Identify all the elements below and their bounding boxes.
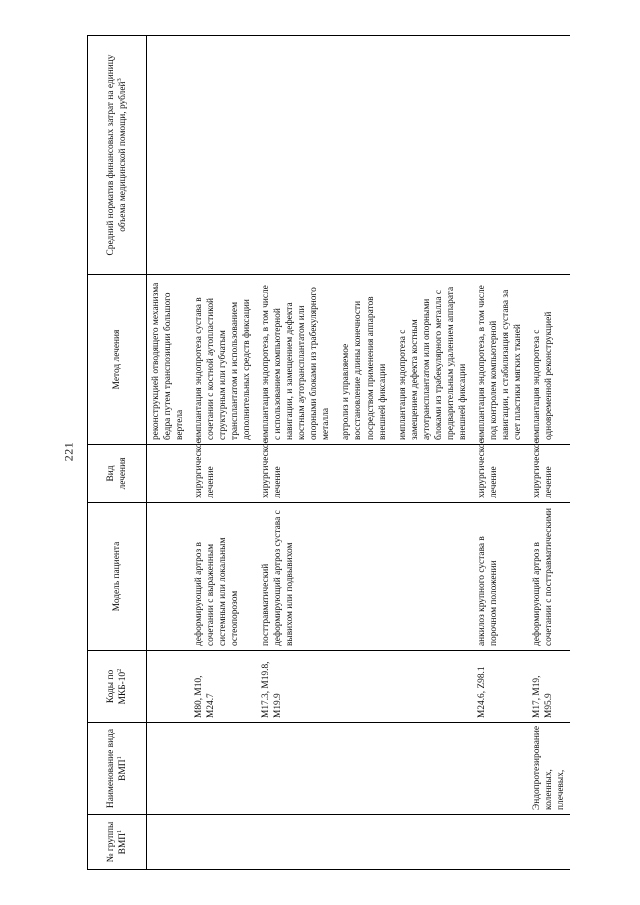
cell-patient-model: посттравматический деформирующий артроз сустава с вывихом или подвывихом: [256, 503, 472, 651]
method-item: имплантация эндопротеза сустава в сочетании с костной аутопластикой структурным или губчатым трансплантатом и использованием дополнительных средств фиксации: [194, 297, 253, 440]
cell-vmp-name: [256, 723, 472, 815]
cell-cost: [147, 36, 190, 275]
header-mkb-codes: Коды по МКБ-$10^2$: [88, 651, 147, 723]
cell-mkb-codes: M17.3, M19.8, M19.9: [256, 651, 472, 723]
table-row: [472, 36, 527, 870]
cell-vmp-name: Эндопротезирование коленных, плечевых,: [527, 723, 570, 815]
cell-cost: [527, 36, 570, 275]
cell-patient-model: анкилоз крупного сустава в порочном положении: [472, 503, 527, 651]
cell-treatment-method: [147, 275, 190, 445]
method-item: имплантация эндопротеза, в том числе с использованием компьютерной навигации, и замещением дефекта костным аутотрансплантатом или опорными блоками из трабекулярного металла: [261, 285, 332, 440]
cell-group: [147, 815, 190, 870]
cell-mkb-codes: M17, M19, M95.9: [527, 651, 570, 723]
method-item: имплантация эндопротеза с одновременной реконструкцией: [531, 311, 554, 440]
cell-treatment-type: хирургическое лечение: [256, 445, 472, 503]
cell-vmp-name: [147, 723, 190, 815]
cell-treatment-type: хирургическое лечение: [189, 445, 256, 503]
table-header-row: [88, 36, 147, 870]
method-item: имплантация эндопротеза с замещением дефекта костным аутотрансплантатом или опорными блоками из трабекулярного металла с предварительным удалением аппарата внешней фиксации: [397, 286, 468, 440]
cell-patient-model: деформирующий артроз в сочетании с выраженным системным или локальным остеопорозом: [189, 503, 256, 651]
cell-treatment-method: [256, 275, 472, 445]
table-row: [147, 36, 190, 870]
header-treatment-method: Метод лечения: [88, 275, 147, 445]
cell-mkb-codes: M80, M10, M24.7: [189, 651, 256, 723]
header-patient-model: Модель пациента: [88, 503, 147, 651]
rotated-table-sheet: [87, 0, 600, 870]
header-vmp-name: Наименование вида ВМП$^1$: [88, 723, 147, 815]
cell-group: [256, 815, 472, 870]
page-number: 221: [61, 441, 76, 462]
cell-mkb-codes: M24.6, Z98.1: [472, 651, 527, 723]
cell-group: [472, 815, 527, 870]
cell-vmp-name: [189, 723, 256, 815]
method-item: имплантация эндопротеза, в том числе под контролем компьютерной навигации, и стабилизация сустава за счет пластики мягких тканей: [476, 285, 523, 440]
cell-treatment-type: хирургическое лечение: [472, 445, 527, 503]
cell-cost: [189, 36, 256, 275]
method-item: артролиз и управляемое восстановление длины конечности посредством применения аппаратов внешней фиксации: [341, 296, 388, 440]
cell-cost: [472, 36, 527, 275]
cell-mkb-codes: [147, 651, 190, 723]
table-row: [189, 36, 256, 870]
method-item: реконструкцией отводящего механизма бедра путем транспозиции большого вертела: [151, 282, 186, 440]
cell-treatment-type: хирургическое лечение: [527, 445, 570, 503]
cell-cost: [256, 36, 472, 275]
cell-group: [527, 815, 570, 870]
cell-treatment-method: [527, 275, 570, 445]
cell-treatment-method: [189, 275, 256, 445]
table-row: [527, 36, 570, 870]
table-row: [256, 36, 472, 870]
cell-treatment-type: [147, 445, 190, 503]
cell-patient-model: [147, 503, 190, 651]
vmp-table: [87, 35, 570, 870]
cell-patient-model: деформирующий артроз в сочетании с посттравматическими: [527, 503, 570, 651]
header-group: № группы ВМП$^1$: [88, 815, 147, 870]
cell-treatment-method: [472, 275, 527, 445]
cell-vmp-name: [472, 723, 527, 815]
header-cost: Средний норматив финансовых затрат на единицу объема медицинской помощи, рублей$^3$: [88, 36, 147, 275]
cell-group: [189, 815, 256, 870]
header-treatment-type: Вид лечения: [88, 445, 147, 503]
